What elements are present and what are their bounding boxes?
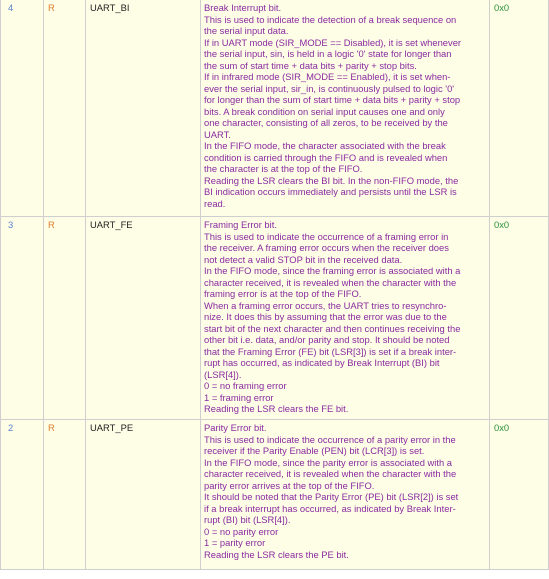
description-line: In the FIFO mode, since the parity error is associated with a	[204, 456, 453, 468]
description-line: bits. A break condition on serial input causes one and only	[204, 105, 445, 117]
description-line: Reading the LSR clears the BI bit. In the non-FIFO mode, the	[204, 174, 459, 186]
description-line: rupt has occurred, as indicated by Break Interrupt (BI) bit	[204, 357, 440, 368]
access-type: R	[44, 420, 86, 570]
description-line: 0 = no framing error	[204, 380, 287, 391]
description-line: condition is carried through the FIFO and is revealed when	[204, 151, 448, 163]
table-row	[1, 217, 549, 420]
description-line: the receiver. A framing error occurs when the receiver does	[204, 242, 449, 253]
access-type: R	[44, 0, 86, 217]
field-description	[201, 0, 490, 217]
description-line: If in infrared mode (SIR_MODE == Enabled), it is set when-	[204, 71, 451, 82]
description-line: character received, it is revealed when the character with the	[204, 468, 457, 479]
table-row	[1, 420, 549, 570]
description-line: In the FIFO mode, the character associated with the break	[204, 140, 446, 151]
field-name: UART_PE	[86, 420, 201, 570]
description-line: When a framing error occurs, the UART tries to resynchro-	[204, 299, 447, 311]
reset-value: 0x0	[490, 0, 549, 217]
description-line: In the FIFO mode, since the framing error is associated with a	[204, 265, 461, 276]
description-line: 1 = framing error	[204, 391, 274, 403]
description-line: parity error arrives at the top of the FIFO.	[204, 479, 375, 491]
description-line: It should be noted that the Parity Error (PE) bit (LSR[2]) is set	[204, 491, 459, 502]
description-line: (LSR[4]).	[204, 368, 242, 380]
bit-index: 3	[1, 217, 44, 420]
description-line: Parity Error bit.	[204, 422, 267, 433]
description-line: nize. It does this by assuming that the error was due to the	[204, 311, 447, 322]
description-line: for longer than the sum of start time + data bits + parity + stop	[204, 94, 461, 105]
description-line: rupt (BI) bit (LSR[4]).	[204, 514, 291, 525]
description-line: 1 = parity error	[204, 537, 266, 548]
description-line: BI indication occurs immediately and persists until the LSR is	[204, 186, 457, 197]
description-line: character received, it is revealed when the character with the	[204, 276, 457, 288]
description-line: Reading the LSR clears the FE bit.	[204, 403, 349, 414]
description-line: UART.	[204, 128, 231, 140]
description-line: the character is at the top of the FIFO.	[204, 163, 363, 174]
description-line: that the Framing Error (FE) bit (LSR[3]) is set if a break inter-	[204, 345, 457, 357]
description-line: This is used to indicate the occurrence of a parity error in the	[204, 433, 456, 445]
description-line: ever the serial input, sir_in, is continuously pulsed to logic '0'	[204, 82, 455, 94]
description-line: framing error is at the top of the FIFO.	[204, 288, 362, 299]
description-line: the sum of start time + data bits + parity + stop bits.	[204, 59, 417, 71]
reset-value: 0x0	[490, 420, 549, 570]
description-line: read.	[204, 197, 226, 209]
description-line: This is used to indicate the occurrence of a framing error in	[204, 230, 449, 242]
description-line: one character, consisting of all zeros, to be received by the	[204, 117, 448, 128]
field-name: UART_BI	[86, 0, 201, 217]
reset-value: 0x0	[490, 217, 549, 420]
description-line: receiver if the Parity Enable (PEN) bit (LCR[3]) is set.	[204, 445, 425, 456]
description-line: Framing Error bit.	[204, 219, 277, 230]
description-line: not detect a valid STOP bit in the received data.	[204, 253, 403, 265]
bit-index: 2	[1, 420, 44, 570]
field-name: UART_FE	[86, 217, 201, 420]
bit-index: 4	[1, 0, 44, 217]
description-line: If in UART mode (SIR_MODE == Disabled), it is set whenever	[204, 36, 462, 48]
description-line: 0 = no parity error	[204, 525, 279, 537]
description-line: start bit of the next character and then continues receiving the	[204, 322, 461, 334]
description-line: the serial input data.	[204, 25, 289, 36]
description-line: This is used to indicate the detection of a break sequence on	[204, 13, 457, 25]
description-line: if a break interrupt has occurred, as indicated by Break Inter-	[204, 502, 456, 514]
field-description	[201, 217, 490, 420]
description-line: Break Interrupt bit.	[204, 2, 282, 13]
description-line: Reading the LSR clears the PE bit.	[204, 548, 349, 560]
description-line: other bit i.e. data, and/or parity and stop. It should be noted	[204, 334, 450, 345]
access-type: R	[44, 217, 86, 420]
description-line: the serial input, sin, is held in a logic '0' state for longer than	[204, 48, 452, 59]
field-description	[201, 420, 490, 570]
table-row	[1, 0, 549, 217]
